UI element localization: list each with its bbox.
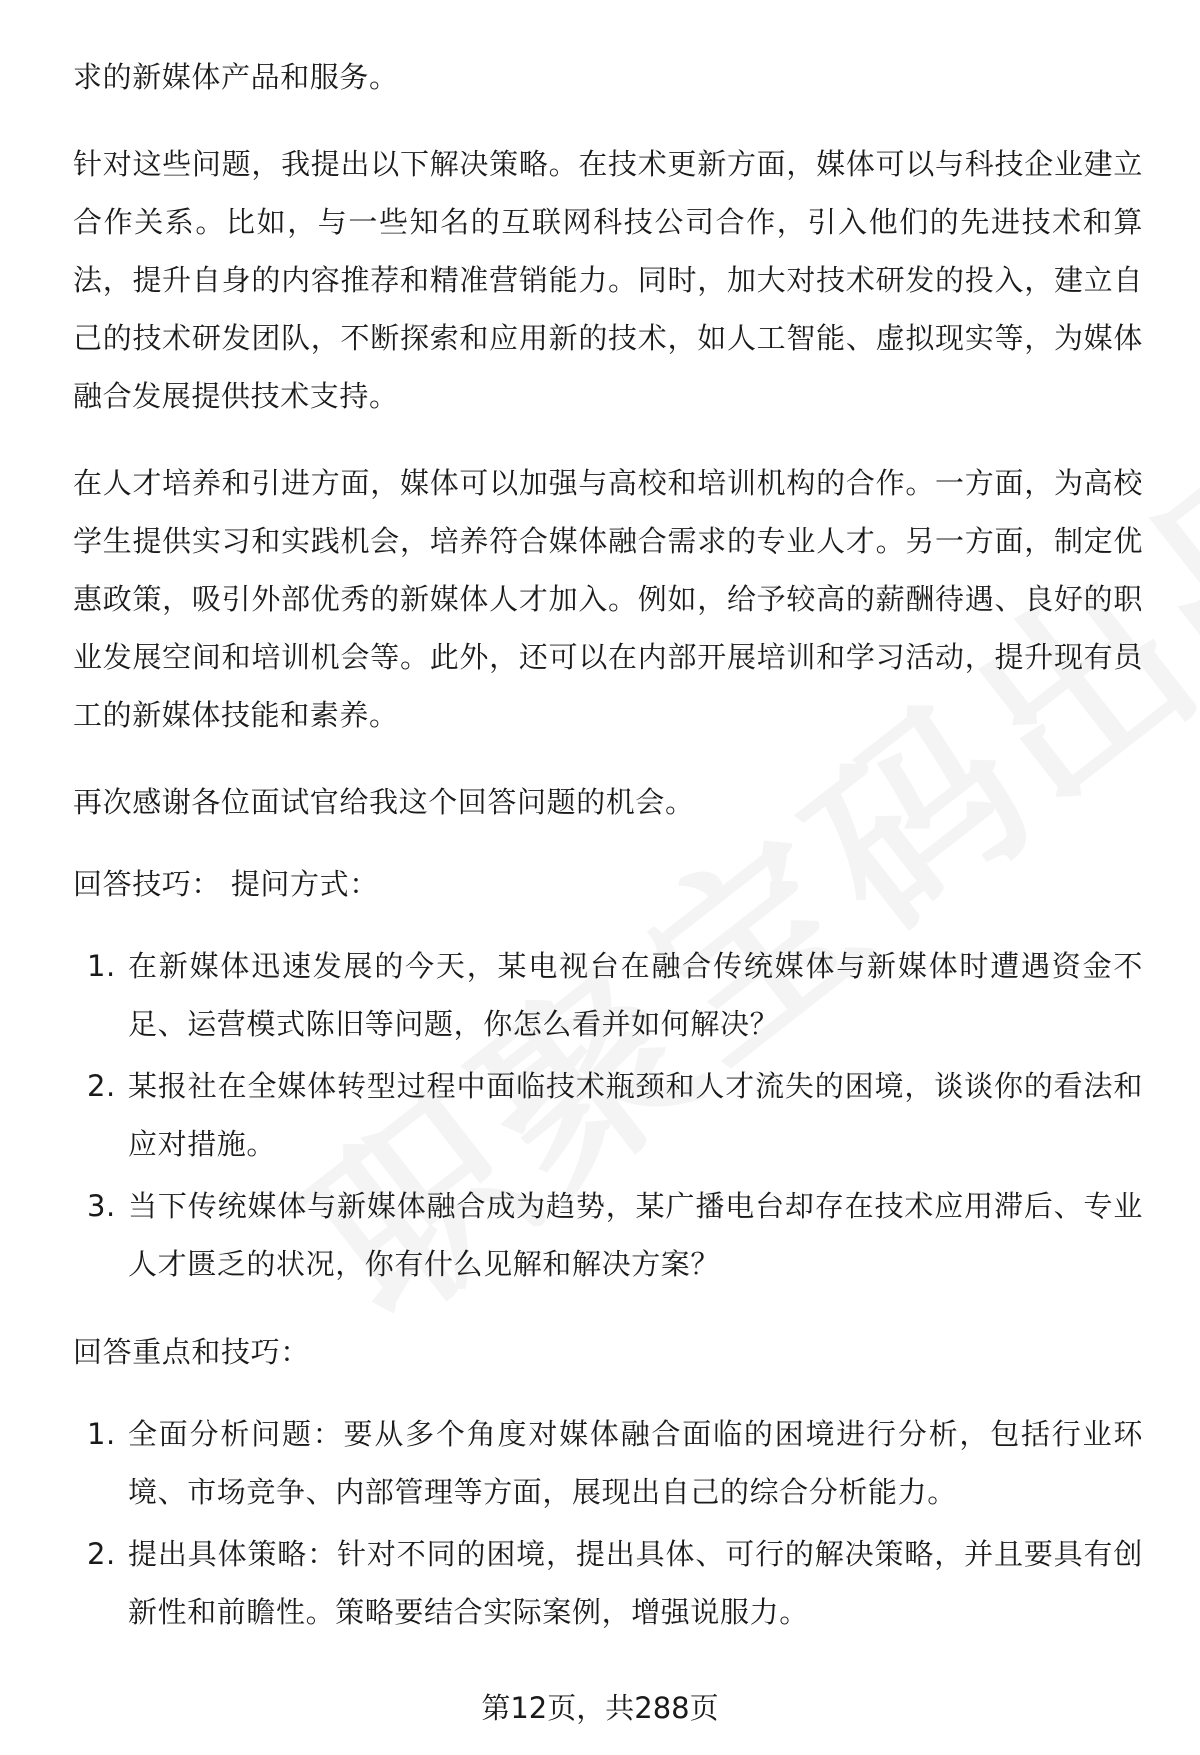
list-text: 当下传统媒体与新媒体融合成为趋势，某广播电台却存在技术应用滞后、专业人才匮乏的状况，你有什么见解和解决方案？: [128, 1189, 1143, 1281]
tips-list: [73, 1405, 1143, 1641]
questions-heading: 回答技巧： 提问方式：: [73, 867, 379, 901]
page-footer: 第12页，共288页: [481, 1691, 719, 1725]
list-item: [73, 1177, 1143, 1293]
document-page: [73, 48, 1143, 1671]
list-number: 2.: [87, 1069, 116, 1103]
list-number: 1.: [87, 1417, 116, 1451]
list-number: 3.: [87, 1189, 116, 1223]
list-item: [73, 937, 1143, 1053]
list-text: 全面分析问题：要从多个角度对媒体融合面临的困境进行分析，包括行业环境、市场竞争、内部管理等方面，展现出自己的综合分析能力。: [128, 1417, 1143, 1509]
paragraph-1: 求的新媒体产品和服务。: [73, 60, 399, 94]
list-text: 某报社在全媒体转型过程中面临技术瓶颈和人才流失的困境，谈谈你的看法和应对措施。: [128, 1069, 1143, 1161]
paragraph-4: 再次感谢各位面试官给我这个回答问题的机会。: [73, 785, 695, 819]
list-item: [73, 1405, 1143, 1521]
questions-list: [73, 937, 1143, 1293]
list-item: [73, 1057, 1143, 1173]
list-item: [73, 1525, 1143, 1641]
paragraph-2: 针对这些问题，我提出以下解决策略。在技术更新方面，媒体可以与科技企业建立合作关系。比如，与一些知名的互联网科技公司合作，引入他们的先进技术和算法，提升自身的内容推荐和精准营销能力。同时，加大对技术研发的投入，建立自己的技术研发团队，不断探索和应用新的技术，如人工智能、虚拟现实等，为媒体融合发展提供技术支持。: [73, 147, 1143, 413]
list-number: 2.: [87, 1537, 116, 1571]
list-text: 提出具体策略：针对不同的困境，提出具体、可行的解决策略，并且要具有创新性和前瞻性。策略要结合实际案例，增强说服力。: [128, 1537, 1143, 1629]
tips-heading: 回答重点和技巧：: [73, 1335, 310, 1369]
paragraph-3: 在人才培养和引进方面，媒体可以加强与高校和培训机构的合作。一方面，为高校学生提供实习和实践机会，培养符合媒体融合需求的专业人才。另一方面，制定优惠政策，吸引外部优秀的新媒体人才加入。例如，给予较高的薪酬待遇、良好的职业发展空间和培训机会等。此外，还可以在内部开展培训和学习活动，提升现有员工的新媒体技能和素养。: [73, 466, 1143, 732]
list-number: 1.: [87, 949, 116, 983]
list-text: 在新媒体迅速发展的今天，某电视台在融合传统媒体与新媒体时遭遇资金不足、运营模式陈旧等问题，你怎么看并如何解决？: [128, 949, 1143, 1041]
